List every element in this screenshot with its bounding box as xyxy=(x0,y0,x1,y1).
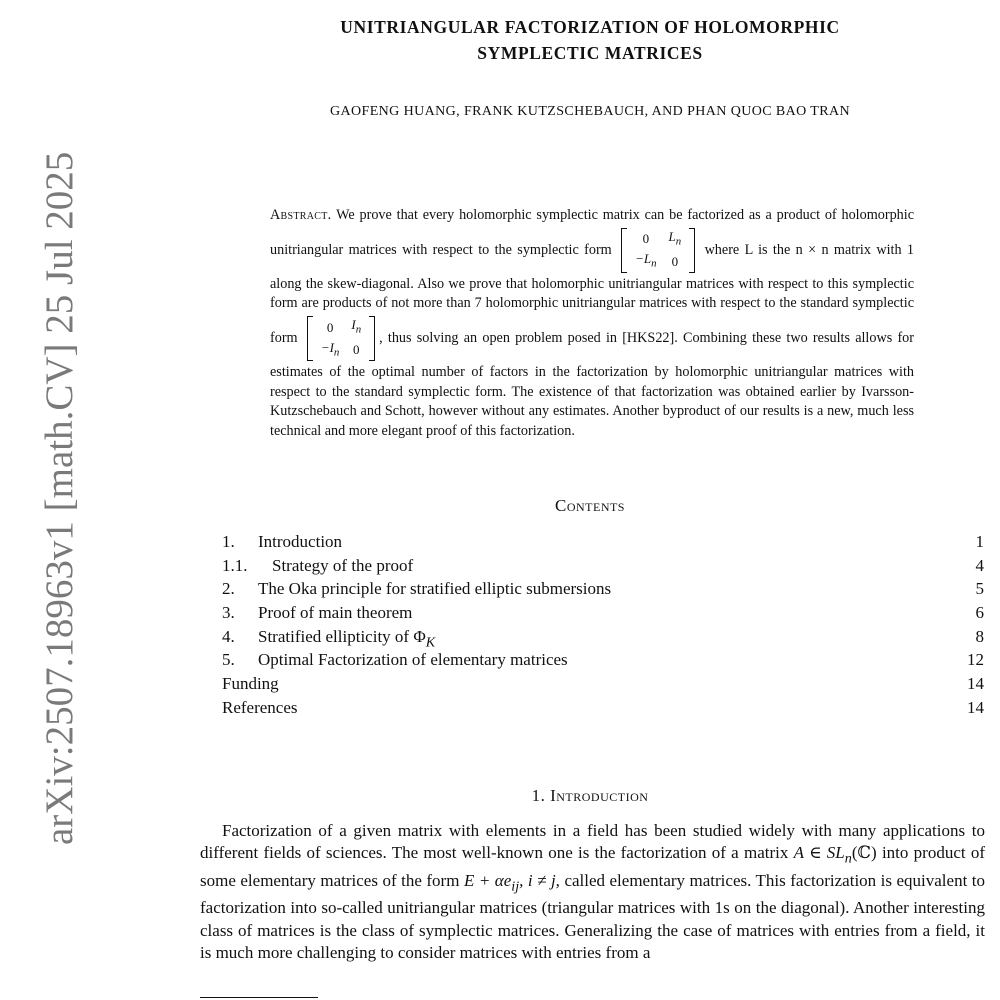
body-text-segment: into product of some elementary matrices of the form xyxy=(200,843,985,890)
arxiv-identifier-stamp: arXiv:2507.18963v1 [math.CV] 25 Jul 2025 xyxy=(38,151,81,845)
author-list: GAOFENG HUANG, FRANK KUTZSCHEBAUCH, AND PHAN QUOC BAO TRAN xyxy=(330,104,850,119)
matrix-cell xyxy=(315,339,346,362)
toc-page: 14 xyxy=(967,674,984,694)
toc-label: The Oka principle for stratified elliptic submersions xyxy=(258,579,612,599)
matrix-cell xyxy=(663,228,688,251)
toc-entry-strategy-of-the-proof[interactable] xyxy=(222,554,984,578)
matrix-cell: 0 xyxy=(671,253,679,269)
footnote-rule xyxy=(200,997,318,998)
matrix-cell xyxy=(629,250,662,273)
toc-number: 1.1. xyxy=(222,555,248,575)
toc-label: Proof of main theorem xyxy=(258,603,413,623)
symplectic-form-matrix-L xyxy=(621,228,695,273)
matrix-entry: L xyxy=(668,228,676,244)
left-bracket xyxy=(621,228,627,273)
abstract-text-part-1: We prove that every holomorphic symplectic matrix can be factorized as a product of holomorphic unitriangular matrices with respect to the symplectic form xyxy=(270,207,914,258)
toc-number: 5. xyxy=(222,650,235,670)
body-text-segment: Factorization of a given matrix with elements in a field has been studied widely with many applications to different fields of sciences. The most well-known one is the factorization of a matrix xyxy=(200,821,985,863)
math-text: (ℂ) xyxy=(851,843,877,863)
toc-page: 1 xyxy=(975,532,984,551)
toc-label: Strategy of the proof xyxy=(272,555,414,575)
matrix-entry: I xyxy=(351,316,356,332)
matrix-subscript: n xyxy=(651,257,657,270)
toc-label: References xyxy=(222,697,298,717)
abstract xyxy=(270,206,914,442)
paper-title xyxy=(200,14,980,66)
toc-entry-proof-of-main-theorem[interactable] xyxy=(222,601,984,625)
toc-label: Optimal Factorization of elementary matrices xyxy=(258,650,568,670)
toc-entry-introduction[interactable] xyxy=(222,530,984,554)
toc-label: Funding xyxy=(222,674,279,694)
toc-number: 1. xyxy=(222,532,235,551)
right-bracket xyxy=(369,316,375,361)
toc-page: 5 xyxy=(975,579,984,599)
toc-label xyxy=(258,625,944,649)
toc-number: 4. xyxy=(222,626,235,646)
abstract-label: Abstract. xyxy=(270,207,332,223)
title-line-2: SYMPLECTIC MATRICES xyxy=(477,43,703,63)
matrix-cell xyxy=(345,316,367,339)
math-subscript: n xyxy=(844,850,852,867)
matrix-subscript: n xyxy=(333,346,340,359)
matrix-grid xyxy=(629,228,687,273)
toc-label-text: Stratified ellipticity of Φ xyxy=(258,626,426,646)
toc-entry-stratified-ellipticity[interactable] xyxy=(222,625,984,649)
toc-entry-references[interactable] xyxy=(222,696,984,720)
matrix-subscript: n xyxy=(675,235,682,248)
toc-page: 14 xyxy=(967,697,984,717)
math-inline xyxy=(793,843,877,867)
toc-page: 8 xyxy=(975,626,984,646)
matrix-grid xyxy=(315,316,367,361)
matrix-cell: 0 xyxy=(642,231,650,247)
right-bracket xyxy=(689,228,695,273)
math-text: A ∈ SL xyxy=(793,843,845,863)
toc-entry-funding[interactable] xyxy=(222,672,984,696)
title-line-1: UNITRIANGULAR FACTORIZATION OF HOLOMORPHIC xyxy=(340,17,840,37)
matrix-cell: 0 xyxy=(326,319,334,335)
body-text-segment: called elementary matrices. This factorization is equivalent to factorization into so-called unitriangular matrices (triangular matrices with 1s on the diagonal). Another interesting class of matrices is the class of symplectic matrices. Generalizing the case of matrices with entries from a field, it is much more challenging to consider matrices with entries from a xyxy=(200,870,986,962)
abstract-text-part-2: where L is the n × n matrix with 1 along the skew-diagonal. Also we prove that holomorphic unitriangular matrices with respect to this symplectic form are products of not more than 7 holomorphic unitriangular matrices with respect to the standard symplectic form xyxy=(270,241,915,346)
introduction-body xyxy=(200,820,985,964)
standard-symplectic-form-matrix xyxy=(307,316,375,361)
math-text: E + αe xyxy=(463,870,512,890)
toc-number: 3. xyxy=(222,603,235,623)
matrix-entry: −I xyxy=(320,339,334,355)
toc-page: 12 xyxy=(967,650,984,670)
toc-page: 6 xyxy=(975,603,984,623)
table-of-contents xyxy=(222,530,984,720)
math-subscript: ij xyxy=(511,878,520,895)
toc-label-subscript: K xyxy=(425,634,436,651)
matrix-entry: −L xyxy=(635,251,652,267)
abstract-text-part-3: , thus solving an open problem posed in [HKS22]. Combining these two results allows for estimates of the optimal number of factors in the factorization by holomorphic unitriangular matrices with respect to the standard symplectic form. The existence of that factorization was obtained earlier by Ivarsson-Kutzschebauch and Schott, however without any estimates. Another byproduct of our results is a new, much less technical and more elegant proof of this factorization. xyxy=(270,329,914,439)
math-inline xyxy=(463,870,560,895)
matrix-subscript: n xyxy=(355,323,362,336)
section-heading-introduction: 1. Introduction xyxy=(531,786,649,805)
toc-page: 4 xyxy=(975,555,984,575)
left-bracket xyxy=(307,316,313,361)
toc-entry-oka-principle[interactable] xyxy=(222,577,984,601)
toc-number: 2. xyxy=(222,579,235,599)
toc-entry-optimal-factorization[interactable] xyxy=(222,648,984,672)
toc-label: Introduction xyxy=(258,532,343,551)
contents-heading: Contents xyxy=(554,496,625,515)
matrix-cell: 0 xyxy=(352,342,360,358)
math-text: , i ≠ j, xyxy=(519,870,560,890)
introduction-paragraph xyxy=(200,820,985,964)
